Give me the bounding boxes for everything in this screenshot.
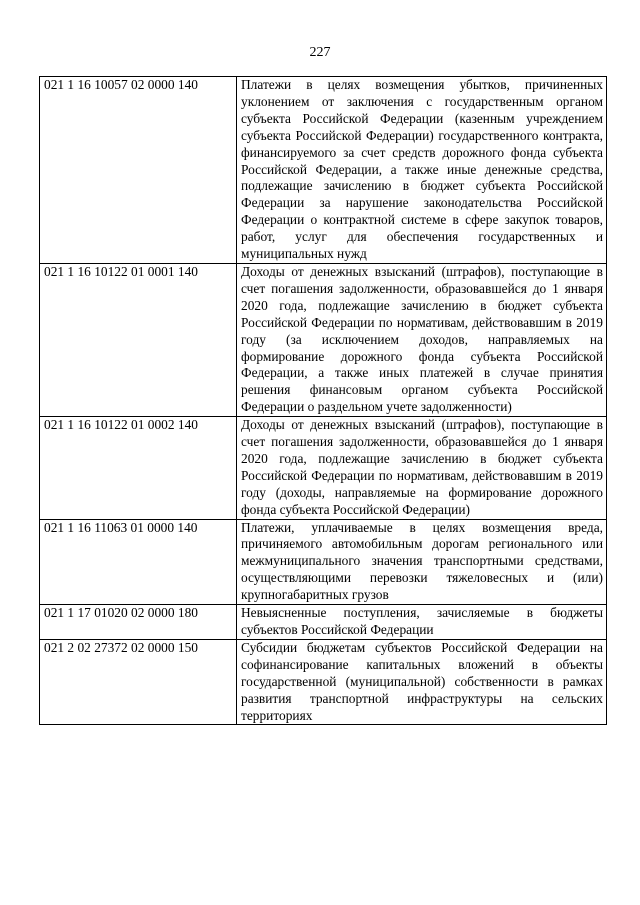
- page-number: 227: [309, 45, 331, 60]
- budget-code-cell: 021 1 16 10057 02 0000 140: [40, 77, 237, 264]
- description-cell: Платежи в целях возмещения убытков, причиненных уклонением от заключения с государственным органом субъекта Российской Федерации (казенным учреждением субъекта Российской Федерации) государственного контракта, финансируемого за счет средств дорожного фонда субъекта Российской Федерации, а также иные денежные средства, подлежащие зачислению в бюджет субъекта Российской Федерации за нарушение законодательства Российской Федерации о контрактной системе в сфере закупок товаров, работ, услуг для обеспечения государственных и муниципальных нужд: [237, 77, 607, 264]
- description-cell: Платежи, уплачиваемые в целях возмещения вреда, причиняемого автомобильным дорогам регионального или межмуниципального значения транспортными средствами, осуществляющими перевозки тяжеловесных и (или) крупногабаритных грузов: [237, 519, 607, 605]
- budget-code-cell: 021 2 02 27372 02 0000 150: [40, 639, 237, 725]
- budget-code-cell: 021 1 16 11063 01 0000 140: [40, 519, 237, 605]
- table-row: [40, 263, 607, 416]
- budget-code-cell: 021 1 16 10122 01 0001 140: [40, 263, 237, 416]
- table-row: [40, 417, 607, 519]
- description-cell: Доходы от денежных взысканий (штрафов), поступающие в счет погашения задолженности, образовавшейся до 1 января 2020 года, подлежащие зачислению в бюджет субъекта Российской Федерации по нормативам, действовавшим в 2019 году (за исключением доходов, направляемых на формирование дорожного фонда субъекта Российской Федерации, а также иных платежей в случае принятия решения финансовым органом субъекта Российской Федерации о раздельном учете задолженности): [237, 263, 607, 416]
- budget-codes-table: [39, 76, 607, 725]
- description-cell: Невыясненные поступления, зачисляемые в бюджеты субъектов Российской Федерации: [237, 605, 607, 640]
- budget-code-cell: 021 1 17 01020 02 0000 180: [40, 605, 237, 640]
- table-row: [40, 605, 607, 640]
- table-row: [40, 519, 607, 605]
- budget-code-cell: 021 1 16 10122 01 0002 140: [40, 417, 237, 519]
- table-row: [40, 639, 607, 725]
- description-cell: Субсидии бюджетам субъектов Российской Федерации на софинансирование капитальных вложений в объекты государственной (муниципальной) собственности в рамках развития транспортной инфраструктуры на сельских территориях: [237, 639, 607, 725]
- description-cell: Доходы от денежных взысканий (штрафов), поступающие в счет погашения задолженности, образовавшейся до 1 января 2020 года, подлежащие зачислению в бюджет субъекта Российской Федерации по нормативам, действовавшим в 2019 году (доходы, направляемые на формирование дорожного фонда субъекта Российской Федерации): [237, 417, 607, 519]
- table-row: [40, 77, 607, 264]
